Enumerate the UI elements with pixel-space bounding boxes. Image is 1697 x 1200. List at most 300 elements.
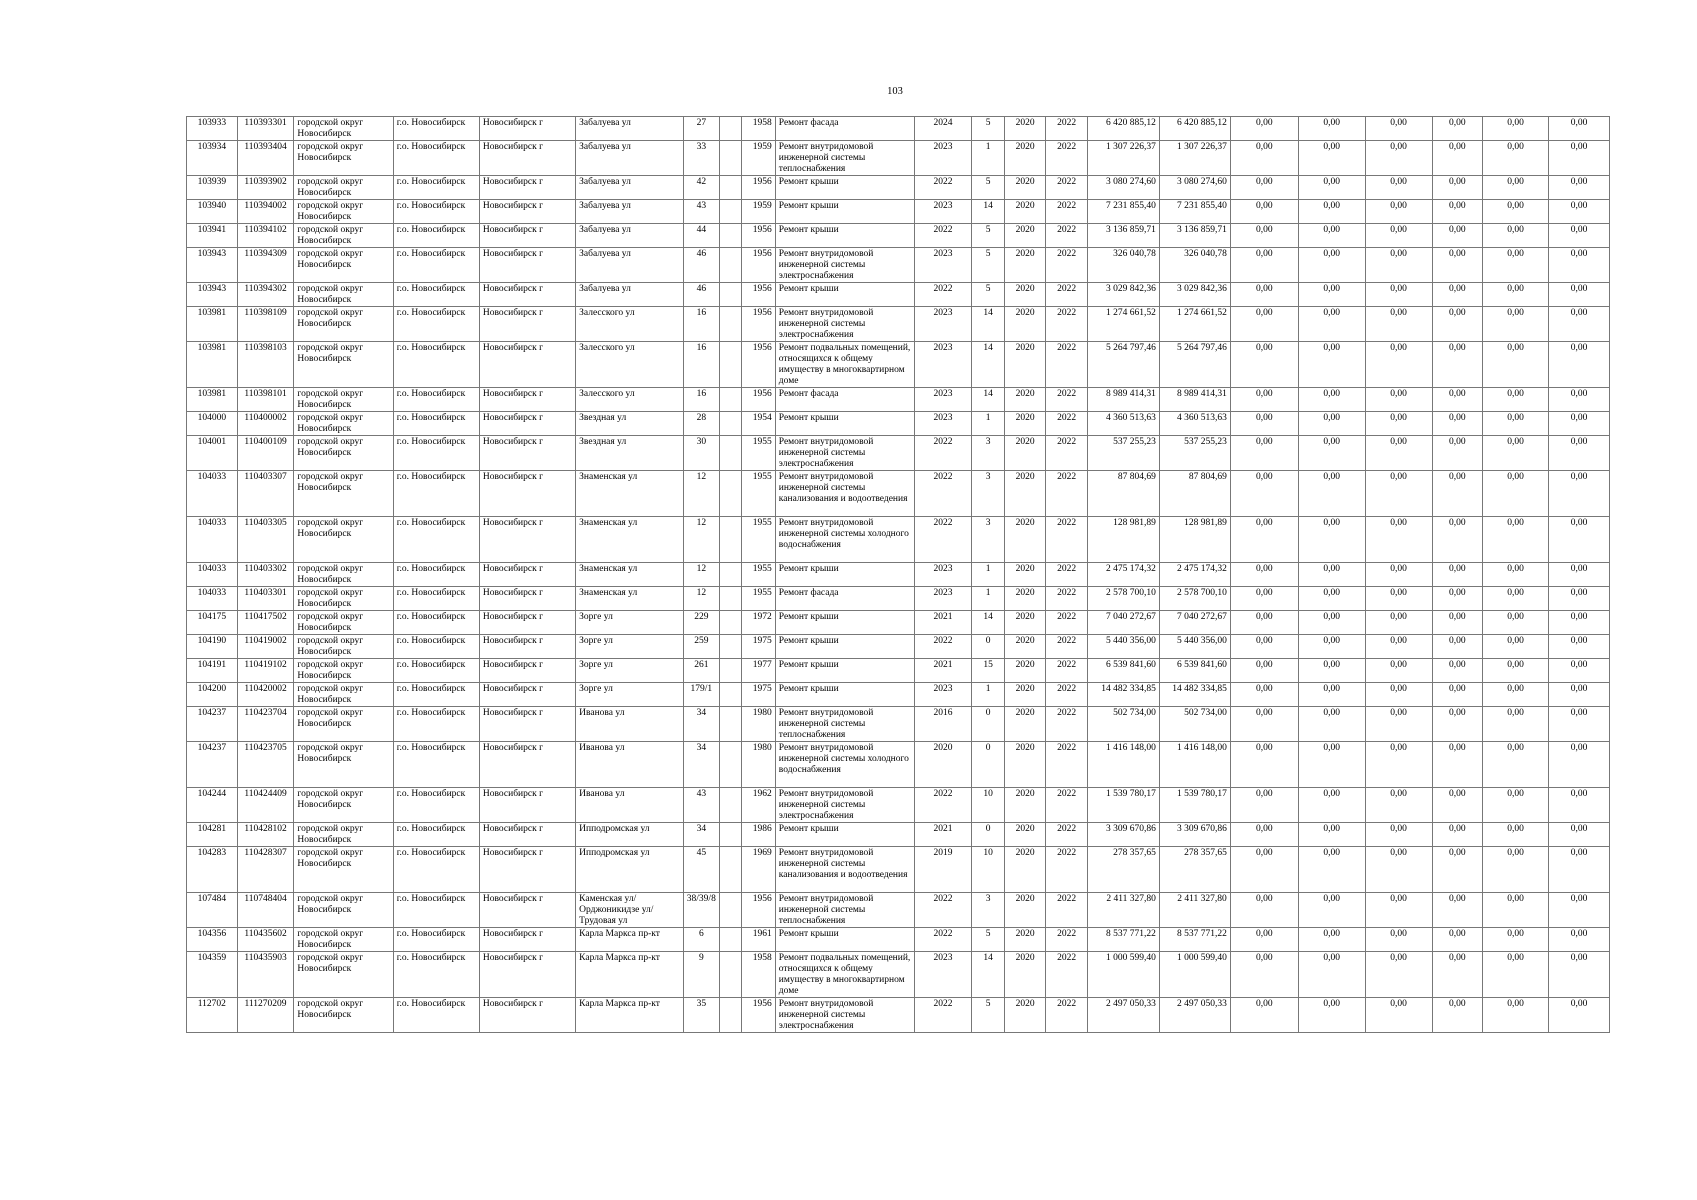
row-id-cell: 104356 — [187, 928, 238, 952]
total-cost-cell: 2 411 327,80 — [1087, 893, 1159, 928]
period-start-cell: 2020 — [1004, 998, 1046, 1033]
table-row — [187, 847, 1610, 893]
table-row — [187, 683, 1610, 707]
budget-cell-2: 0,00 — [1298, 307, 1365, 342]
period-start-cell: 2020 — [1004, 788, 1046, 823]
municipality-cell: г.о. Новосибирск — [393, 307, 479, 342]
code-cell: 110748404 — [237, 893, 294, 928]
budget-cell-4: 0,00 — [1432, 307, 1483, 342]
period-end-cell: 2022 — [1046, 307, 1088, 342]
wear-cell: 1 — [972, 683, 1004, 707]
city-cell: Новосибирск г — [479, 141, 575, 176]
total-cost-cell: 3 136 859,71 — [1087, 224, 1159, 248]
city-cell: Новосибирск г — [479, 117, 575, 141]
street-cell: Зорге ул — [576, 635, 683, 659]
table-row — [187, 742, 1610, 788]
row-id-cell: 104033 — [187, 517, 238, 563]
code-cell: 110403305 — [237, 517, 294, 563]
total-cost-cell: 3 080 274,60 — [1087, 176, 1159, 200]
street-cell: Ипподромская ул — [576, 847, 683, 893]
budget-cell-1: 0,00 — [1230, 141, 1298, 176]
period-end-cell: 2022 — [1046, 283, 1088, 307]
building-cell — [720, 742, 742, 788]
wear-cell: 5 — [972, 283, 1004, 307]
budget-cell-2: 0,00 — [1298, 471, 1365, 517]
city-cell: Новосибирск г — [479, 436, 575, 471]
row-id-cell: 104281 — [187, 823, 238, 847]
street-cell: Звездная ул — [576, 436, 683, 471]
budget-cell-5: 0,00 — [1483, 117, 1549, 141]
house-cell: 46 — [683, 283, 719, 307]
year-built-cell: 1961 — [742, 928, 775, 952]
row-id-cell: 104190 — [187, 635, 238, 659]
period-start-cell: 2020 — [1004, 563, 1046, 587]
budget-cell-3: 0,00 — [1365, 587, 1432, 611]
budget-cell-6: 0,00 — [1549, 412, 1610, 436]
fund-cost-cell: 1 000 599,40 — [1159, 952, 1230, 998]
plan-year-cell: 2023 — [914, 587, 972, 611]
budget-cell-6: 0,00 — [1549, 517, 1610, 563]
period-start-cell: 2020 — [1004, 611, 1046, 635]
street-cell: Карла Маркса пр-кт — [576, 998, 683, 1033]
budget-cell-3: 0,00 — [1365, 742, 1432, 788]
budget-cell-1: 0,00 — [1230, 823, 1298, 847]
wear-cell: 1 — [972, 412, 1004, 436]
budget-cell-3: 0,00 — [1365, 635, 1432, 659]
street-cell: Забалуева ул — [576, 283, 683, 307]
budget-cell-2: 0,00 — [1298, 342, 1365, 388]
fund-cost-cell: 1 539 780,17 — [1159, 788, 1230, 823]
plan-year-cell: 2023 — [914, 248, 972, 283]
wear-cell: 3 — [972, 517, 1004, 563]
budget-cell-6: 0,00 — [1549, 823, 1610, 847]
budget-cell-4: 0,00 — [1432, 742, 1483, 788]
municipality-cell: г.о. Новосибирск — [393, 412, 479, 436]
period-end-cell: 2022 — [1046, 141, 1088, 176]
wear-cell: 14 — [972, 342, 1004, 388]
wear-cell: 10 — [972, 788, 1004, 823]
street-cell: Каменская ул/Орджоникидзе ул/Трудовая ул — [576, 893, 683, 928]
building-cell — [720, 471, 742, 517]
total-cost-cell: 14 482 334,85 — [1087, 683, 1159, 707]
budget-cell-2: 0,00 — [1298, 412, 1365, 436]
table-row — [187, 176, 1610, 200]
period-end-cell: 2022 — [1046, 683, 1088, 707]
city-cell: Новосибирск г — [479, 388, 575, 412]
budget-cell-2: 0,00 — [1298, 952, 1365, 998]
building-cell — [720, 176, 742, 200]
house-cell: 35 — [683, 998, 719, 1033]
building-cell — [720, 307, 742, 342]
municipality-cell: г.о. Новосибирск — [393, 998, 479, 1033]
district-cell: городской округ Новосибирск — [294, 471, 393, 517]
budget-cell-6: 0,00 — [1549, 141, 1610, 176]
work-type-cell: Ремонт крыши — [775, 659, 914, 683]
total-cost-cell: 87 804,69 — [1087, 471, 1159, 517]
plan-year-cell: 2022 — [914, 471, 972, 517]
building-cell — [720, 388, 742, 412]
year-built-cell: 1955 — [742, 587, 775, 611]
plan-year-cell: 2022 — [914, 928, 972, 952]
budget-cell-3: 0,00 — [1365, 563, 1432, 587]
budget-cell-4: 0,00 — [1432, 342, 1483, 388]
budget-cell-5: 0,00 — [1483, 283, 1549, 307]
district-cell: городской округ Новосибирск — [294, 587, 393, 611]
fund-cost-cell: 6 420 885,12 — [1159, 117, 1230, 141]
table-row — [187, 998, 1610, 1033]
budget-cell-5: 0,00 — [1483, 788, 1549, 823]
street-cell: Знаменская ул — [576, 587, 683, 611]
wear-cell: 14 — [972, 388, 1004, 412]
district-cell: городской округ Новосибирск — [294, 893, 393, 928]
budget-cell-6: 0,00 — [1549, 587, 1610, 611]
budget-cell-5: 0,00 — [1483, 742, 1549, 788]
table-row — [187, 587, 1610, 611]
street-cell: Залесского ул — [576, 342, 683, 388]
period-start-cell: 2020 — [1004, 635, 1046, 659]
house-cell: 34 — [683, 707, 719, 742]
street-cell: Ипподромская ул — [576, 823, 683, 847]
period-start-cell: 2020 — [1004, 412, 1046, 436]
work-type-cell: Ремонт крыши — [775, 635, 914, 659]
budget-cell-1: 0,00 — [1230, 893, 1298, 928]
budget-cell-1: 0,00 — [1230, 952, 1298, 998]
plan-year-cell: 2023 — [914, 683, 972, 707]
period-end-cell: 2022 — [1046, 117, 1088, 141]
municipality-cell: г.о. Новосибирск — [393, 635, 479, 659]
municipality-cell: г.о. Новосибирск — [393, 117, 479, 141]
budget-cell-5: 0,00 — [1483, 248, 1549, 283]
fund-cost-cell: 3 080 274,60 — [1159, 176, 1230, 200]
year-built-cell: 1956 — [742, 342, 775, 388]
fund-cost-cell: 3 029 842,36 — [1159, 283, 1230, 307]
budget-cell-1: 0,00 — [1230, 659, 1298, 683]
period-end-cell: 2022 — [1046, 611, 1088, 635]
municipality-cell: г.о. Новосибирск — [393, 248, 479, 283]
city-cell: Новосибирск г — [479, 928, 575, 952]
row-id-cell: 103934 — [187, 141, 238, 176]
wear-cell: 0 — [972, 707, 1004, 742]
city-cell: Новосибирск г — [479, 307, 575, 342]
plan-year-cell: 2022 — [914, 788, 972, 823]
code-cell: 110435602 — [237, 928, 294, 952]
total-cost-cell: 278 357,65 — [1087, 847, 1159, 893]
district-cell: городской округ Новосибирск — [294, 563, 393, 587]
period-end-cell: 2022 — [1046, 587, 1088, 611]
plan-year-cell: 2020 — [914, 742, 972, 788]
budget-cell-4: 0,00 — [1432, 176, 1483, 200]
budget-cell-3: 0,00 — [1365, 412, 1432, 436]
total-cost-cell: 502 734,00 — [1087, 707, 1159, 742]
period-end-cell: 2022 — [1046, 998, 1088, 1033]
budget-cell-4: 0,00 — [1432, 283, 1483, 307]
work-type-cell: Ремонт фасада — [775, 587, 914, 611]
row-id-cell: 104033 — [187, 471, 238, 517]
district-cell: городской округ Новосибирск — [294, 742, 393, 788]
total-cost-cell: 2 578 700,10 — [1087, 587, 1159, 611]
period-start-cell: 2020 — [1004, 742, 1046, 788]
code-cell: 110428102 — [237, 823, 294, 847]
district-cell: городской округ Новосибирск — [294, 788, 393, 823]
period-start-cell: 2020 — [1004, 117, 1046, 141]
budget-cell-6: 0,00 — [1549, 342, 1610, 388]
table-row — [187, 471, 1610, 517]
code-cell: 110420002 — [237, 683, 294, 707]
budget-cell-1: 0,00 — [1230, 683, 1298, 707]
period-start-cell: 2020 — [1004, 471, 1046, 517]
wear-cell: 1 — [972, 587, 1004, 611]
municipality-cell: г.о. Новосибирск — [393, 847, 479, 893]
budget-cell-3: 0,00 — [1365, 847, 1432, 893]
budget-cell-5: 0,00 — [1483, 388, 1549, 412]
city-cell: Новосибирск г — [479, 517, 575, 563]
budget-cell-5: 0,00 — [1483, 176, 1549, 200]
row-id-cell: 103981 — [187, 307, 238, 342]
budget-cell-6: 0,00 — [1549, 847, 1610, 893]
code-cell: 110403307 — [237, 471, 294, 517]
budget-cell-6: 0,00 — [1549, 117, 1610, 141]
budget-cell-5: 0,00 — [1483, 224, 1549, 248]
municipality-cell: г.о. Новосибирск — [393, 893, 479, 928]
work-type-cell: Ремонт крыши — [775, 200, 914, 224]
district-cell: городской округ Новосибирск — [294, 683, 393, 707]
row-id-cell: 103940 — [187, 200, 238, 224]
budget-cell-1: 0,00 — [1230, 563, 1298, 587]
street-cell: Забалуева ул — [576, 141, 683, 176]
plan-year-cell: 2021 — [914, 823, 972, 847]
budget-cell-5: 0,00 — [1483, 707, 1549, 742]
fund-cost-cell: 537 255,23 — [1159, 436, 1230, 471]
budget-cell-2: 0,00 — [1298, 683, 1365, 707]
budget-cell-2: 0,00 — [1298, 117, 1365, 141]
building-cell — [720, 436, 742, 471]
budget-cell-6: 0,00 — [1549, 176, 1610, 200]
house-cell: 42 — [683, 176, 719, 200]
year-built-cell: 1955 — [742, 471, 775, 517]
plan-year-cell: 2021 — [914, 611, 972, 635]
wear-cell: 1 — [972, 563, 1004, 587]
fund-cost-cell: 1 416 148,00 — [1159, 742, 1230, 788]
wear-cell: 5 — [972, 176, 1004, 200]
budget-cell-4: 0,00 — [1432, 788, 1483, 823]
code-cell: 110393404 — [237, 141, 294, 176]
code-cell: 110419102 — [237, 659, 294, 683]
budget-cell-1: 0,00 — [1230, 248, 1298, 283]
district-cell: городской округ Новосибирск — [294, 307, 393, 342]
row-id-cell: 104033 — [187, 563, 238, 587]
work-type-cell: Ремонт фасада — [775, 117, 914, 141]
building-cell — [720, 412, 742, 436]
period-end-cell: 2022 — [1046, 659, 1088, 683]
total-cost-cell: 128 981,89 — [1087, 517, 1159, 563]
total-cost-cell: 8 989 414,31 — [1087, 388, 1159, 412]
budget-cell-3: 0,00 — [1365, 788, 1432, 823]
code-cell: 110394002 — [237, 200, 294, 224]
year-built-cell: 1955 — [742, 563, 775, 587]
budget-cell-2: 0,00 — [1298, 659, 1365, 683]
total-cost-cell: 6 420 885,12 — [1087, 117, 1159, 141]
city-cell: Новосибирск г — [479, 563, 575, 587]
fund-cost-cell: 2 578 700,10 — [1159, 587, 1230, 611]
budget-cell-5: 0,00 — [1483, 307, 1549, 342]
building-cell — [720, 823, 742, 847]
work-type-cell: Ремонт внутридомовой инженерной системы электроснабжения — [775, 248, 914, 283]
table-row — [187, 659, 1610, 683]
house-cell: 16 — [683, 307, 719, 342]
street-cell: Забалуева ул — [576, 200, 683, 224]
year-built-cell: 1956 — [742, 176, 775, 200]
budget-cell-4: 0,00 — [1432, 659, 1483, 683]
fund-cost-cell: 87 804,69 — [1159, 471, 1230, 517]
house-cell: 45 — [683, 847, 719, 893]
total-cost-cell: 8 537 771,22 — [1087, 928, 1159, 952]
budget-cell-4: 0,00 — [1432, 952, 1483, 998]
period-start-cell: 2020 — [1004, 928, 1046, 952]
wear-cell: 14 — [972, 952, 1004, 998]
table-row — [187, 141, 1610, 176]
period-end-cell: 2022 — [1046, 200, 1088, 224]
code-cell: 110419002 — [237, 635, 294, 659]
code-cell: 110400002 — [237, 412, 294, 436]
budget-cell-3: 0,00 — [1365, 659, 1432, 683]
year-built-cell: 1956 — [742, 998, 775, 1033]
plan-year-cell: 2023 — [914, 952, 972, 998]
house-cell: 28 — [683, 412, 719, 436]
city-cell: Новосибирск г — [479, 283, 575, 307]
budget-cell-6: 0,00 — [1549, 998, 1610, 1033]
fund-cost-cell: 1 307 226,37 — [1159, 141, 1230, 176]
work-type-cell: Ремонт фасада — [775, 388, 914, 412]
city-cell: Новосибирск г — [479, 412, 575, 436]
period-start-cell: 2020 — [1004, 283, 1046, 307]
period-start-cell: 2020 — [1004, 141, 1046, 176]
table-row — [187, 952, 1610, 998]
period-start-cell: 2020 — [1004, 307, 1046, 342]
street-cell: Зорге ул — [576, 611, 683, 635]
wear-cell: 5 — [972, 998, 1004, 1033]
budget-cell-2: 0,00 — [1298, 436, 1365, 471]
year-built-cell: 1956 — [742, 307, 775, 342]
table-row — [187, 893, 1610, 928]
budget-cell-5: 0,00 — [1483, 952, 1549, 998]
plan-year-cell: 2022 — [914, 283, 972, 307]
budget-cell-3: 0,00 — [1365, 707, 1432, 742]
code-cell: 110403302 — [237, 563, 294, 587]
budget-cell-5: 0,00 — [1483, 635, 1549, 659]
total-cost-cell: 3 029 842,36 — [1087, 283, 1159, 307]
period-end-cell: 2022 — [1046, 436, 1088, 471]
budget-cell-5: 0,00 — [1483, 141, 1549, 176]
city-cell: Новосибирск г — [479, 176, 575, 200]
building-cell — [720, 587, 742, 611]
code-cell: 110424409 — [237, 788, 294, 823]
building-cell — [720, 342, 742, 388]
row-id-cell: 104237 — [187, 742, 238, 788]
plan-year-cell: 2023 — [914, 388, 972, 412]
period-end-cell: 2022 — [1046, 176, 1088, 200]
plan-year-cell: 2022 — [914, 517, 972, 563]
row-id-cell: 103943 — [187, 283, 238, 307]
year-built-cell: 1956 — [742, 893, 775, 928]
budget-cell-4: 0,00 — [1432, 517, 1483, 563]
city-cell: Новосибирск г — [479, 952, 575, 998]
budget-cell-3: 0,00 — [1365, 117, 1432, 141]
budget-cell-1: 0,00 — [1230, 342, 1298, 388]
district-cell: городской округ Новосибирск — [294, 248, 393, 283]
municipality-cell: г.о. Новосибирск — [393, 141, 479, 176]
code-cell: 110394309 — [237, 248, 294, 283]
year-built-cell: 1975 — [742, 635, 775, 659]
budget-cell-1: 0,00 — [1230, 307, 1298, 342]
total-cost-cell: 1 539 780,17 — [1087, 788, 1159, 823]
street-cell: Забалуева ул — [576, 176, 683, 200]
year-built-cell: 1980 — [742, 742, 775, 788]
code-cell: 111270209 — [237, 998, 294, 1033]
budget-cell-2: 0,00 — [1298, 788, 1365, 823]
street-cell: Знаменская ул — [576, 471, 683, 517]
fund-cost-cell: 8 537 771,22 — [1159, 928, 1230, 952]
budget-cell-5: 0,00 — [1483, 847, 1549, 893]
budget-cell-1: 0,00 — [1230, 200, 1298, 224]
period-end-cell: 2022 — [1046, 707, 1088, 742]
budget-cell-6: 0,00 — [1549, 952, 1610, 998]
budget-cell-3: 0,00 — [1365, 388, 1432, 412]
street-cell: Карла Маркса пр-кт — [576, 928, 683, 952]
period-end-cell: 2022 — [1046, 248, 1088, 283]
house-cell: 27 — [683, 117, 719, 141]
budget-cell-5: 0,00 — [1483, 659, 1549, 683]
building-cell — [720, 117, 742, 141]
row-id-cell: 104244 — [187, 788, 238, 823]
row-id-cell: 104000 — [187, 412, 238, 436]
district-cell: городской округ Новосибирск — [294, 412, 393, 436]
budget-cell-1: 0,00 — [1230, 471, 1298, 517]
municipality-cell: г.о. Новосибирск — [393, 823, 479, 847]
fund-cost-cell: 14 482 334,85 — [1159, 683, 1230, 707]
building-cell — [720, 248, 742, 283]
budget-cell-3: 0,00 — [1365, 471, 1432, 517]
city-cell: Новосибирск г — [479, 788, 575, 823]
year-built-cell: 1959 — [742, 141, 775, 176]
wear-cell: 0 — [972, 823, 1004, 847]
district-cell: городской округ Новосибирск — [294, 283, 393, 307]
district-cell: городской округ Новосибирск — [294, 342, 393, 388]
table-body — [187, 117, 1610, 1033]
budget-cell-6: 0,00 — [1549, 224, 1610, 248]
city-cell: Новосибирск г — [479, 471, 575, 517]
period-start-cell: 2020 — [1004, 436, 1046, 471]
house-cell: 12 — [683, 563, 719, 587]
city-cell: Новосибирск г — [479, 587, 575, 611]
year-built-cell: 1955 — [742, 436, 775, 471]
budget-cell-1: 0,00 — [1230, 436, 1298, 471]
work-type-cell: Ремонт внутридомовой инженерной системы теплоснабжения — [775, 893, 914, 928]
wear-cell: 14 — [972, 611, 1004, 635]
table-row — [187, 412, 1610, 436]
period-start-cell: 2020 — [1004, 683, 1046, 707]
total-cost-cell: 7 231 855,40 — [1087, 200, 1159, 224]
building-cell — [720, 707, 742, 742]
budget-cell-3: 0,00 — [1365, 176, 1432, 200]
total-cost-cell: 1 416 148,00 — [1087, 742, 1159, 788]
code-cell: 110428307 — [237, 847, 294, 893]
building-cell — [720, 224, 742, 248]
work-type-cell: Ремонт внутридомовой инженерной системы канализования и водоотведения — [775, 847, 914, 893]
period-end-cell: 2022 — [1046, 412, 1088, 436]
work-type-cell: Ремонт крыши — [775, 176, 914, 200]
budget-cell-6: 0,00 — [1549, 388, 1610, 412]
code-cell: 110417502 — [237, 611, 294, 635]
